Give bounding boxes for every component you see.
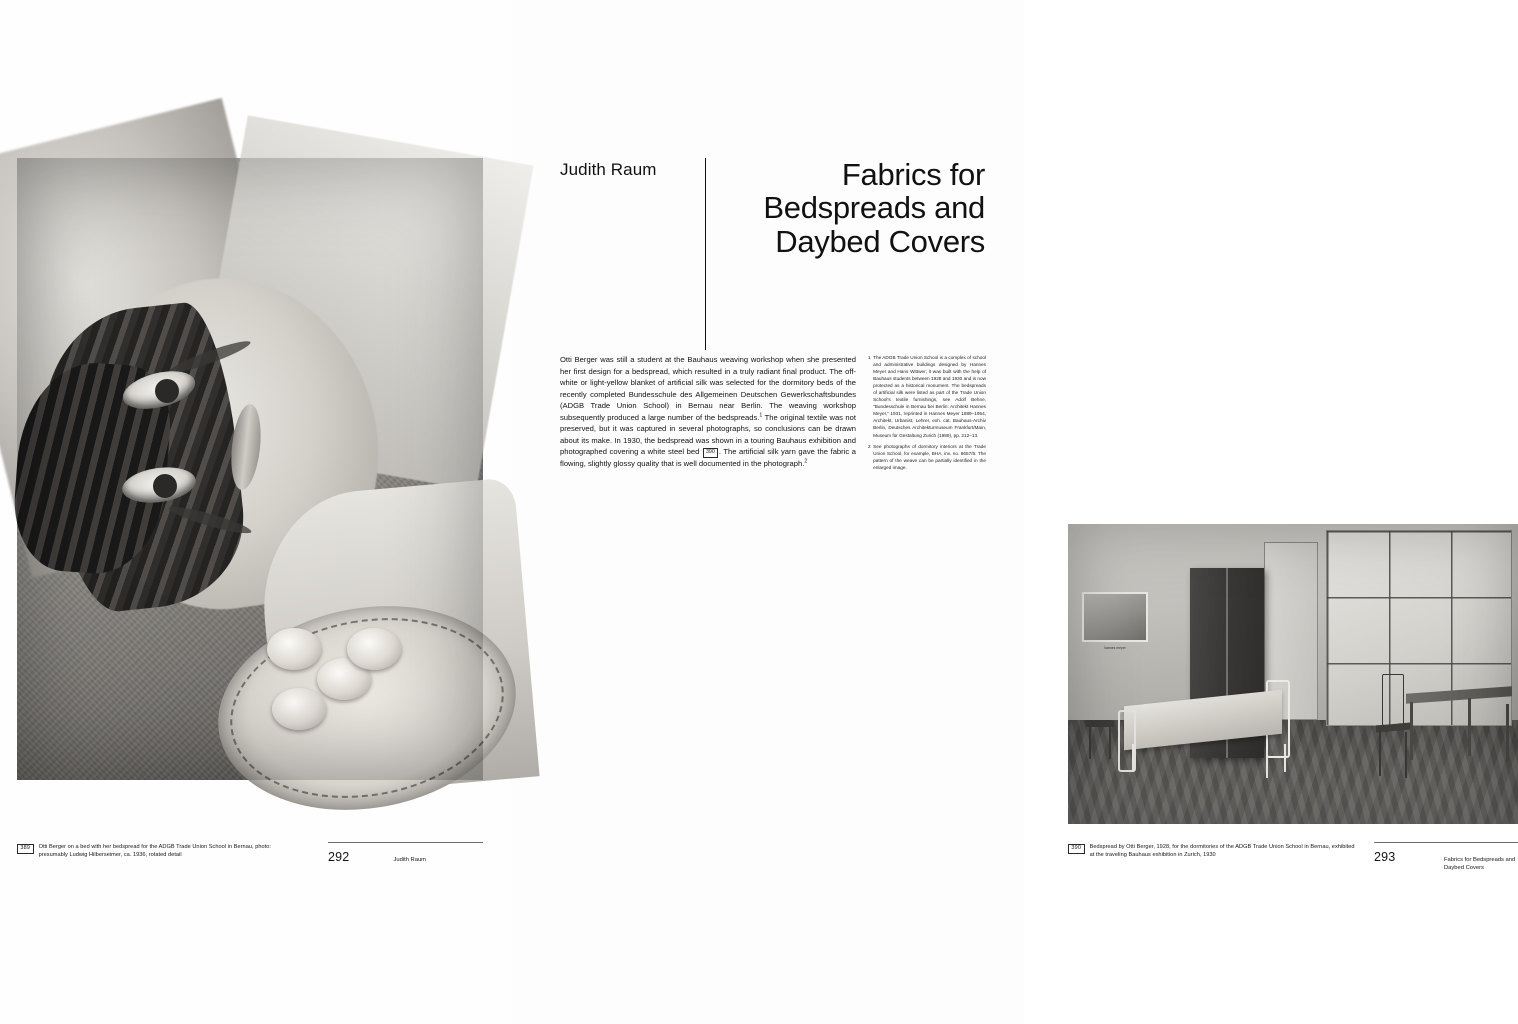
figure-390-caption bbox=[1068, 843, 1358, 860]
photo-vignette bbox=[1068, 524, 1518, 824]
running-head: Judith Raum bbox=[393, 857, 427, 863]
page-number: 292 bbox=[328, 850, 350, 864]
footnote-number: 2 bbox=[868, 444, 871, 450]
figure-389-photograph bbox=[17, 158, 483, 780]
body-paragraph-part-1: Otti Berger was still a student at the Bauhaus weaving workshop when she presented her first design for a bedspread, which resulted in a truly radiant final product. The off-white or light-yellow blanket of artificial silk was selected for the dormitory beds of the recently completed Bundesschule des Allgemeinen Deutschen Gewerkschaftsbundes (ADGB Trade Union School) in Bernau near Berlin. The weaving workshop subsequently produced a large number of the bedspreads. bbox=[560, 355, 856, 422]
framed-picture-label: hannes meyer bbox=[1104, 646, 1126, 650]
body-paragraph-part-2: The original textile was not preserved, but it was captured in several photographs, so conclusions can be drawn about its make. In 1930, the bedspread was shown in a touring Bauhaus exhibition and photographed covering a white steel bed bbox=[560, 412, 856, 457]
author-name: Judith Raum bbox=[560, 160, 657, 179]
left-page bbox=[0, 0, 512, 1024]
footnote-item bbox=[868, 354, 986, 439]
body-text bbox=[560, 354, 856, 469]
body-paragraph-part-3: . The artificial silk yarn gave the fabric a flowing, slightly glossy quality that is well documented in the photograph. bbox=[560, 447, 857, 468]
figure-390-photograph bbox=[1068, 524, 1518, 824]
right-page-footer bbox=[1374, 842, 1518, 873]
footnote-marker-2: 2 bbox=[804, 458, 808, 465]
footnote-item bbox=[868, 443, 986, 471]
photo-vignette bbox=[17, 158, 483, 780]
figure-number-badge: 390 bbox=[1068, 844, 1085, 854]
footnote-text: The ADGB Trade Union School is a complex of school and administrative buildings designed by Hannes Meyer and Hans Wittwer; it was built with the help of Bauhaus students between 1928 and 1930 and is now protected as a historical monument. The bedspreads of artificial silk were listed as part of the Trade Union School's textile furnishings, see Adolf Behne, "Bundesschule in Bernau bei Berlin: Architekt Hannes Meyer," 1931, reprinted in Hannes Meyer 1889–1954, Architekt, Urbanist, Lehrer, exh. cat. Bauhaus-Archiv Berlin, Deutsches Architekturmuseum Frankfurt/Main, Museum für Gestaltung Zurich (1989), pp. 212–13. bbox=[873, 355, 986, 438]
caption-text: Bedspread by Otti Berger, 1928, for the dormitories of the ADGB Trade Union School in Bernau, exhibited at the traveling Bauhaus exhibition in Zurich, 1930 bbox=[1089, 844, 1355, 859]
figure-number-badge: 389 bbox=[17, 844, 34, 854]
footnote-number: 1 bbox=[868, 355, 871, 360]
figure-389-caption bbox=[17, 843, 297, 860]
vertical-rule bbox=[705, 158, 706, 350]
inline-figure-reference: 390 bbox=[703, 448, 718, 458]
footnotes-column bbox=[868, 354, 986, 476]
chapter-heading bbox=[560, 158, 985, 350]
chapter-title: Fabrics for Bedspreads and Daybed Covers bbox=[763, 157, 985, 259]
footnote-marker-1: 1 bbox=[759, 412, 763, 419]
right-page bbox=[512, 0, 1516, 1024]
running-head: Fabrics for Bedspreads and Daybed Covers bbox=[1444, 857, 1516, 872]
footnote-text: See photographs of dormitory interiors at the Trade Union School, for example, BHA, inv. no. 8657/5. The pattern of the weave can be partially identified in the enlarged image. bbox=[873, 444, 986, 471]
page-number: 293 bbox=[1374, 850, 1396, 864]
caption-text: Otti Berger on a bed with her bedspread for the ADGB Trade Union School in Bernau, photo: presumably Ludwig Hilberseimer, ca. 1936, rotated detail bbox=[38, 844, 271, 859]
left-page-footer bbox=[328, 842, 483, 864]
